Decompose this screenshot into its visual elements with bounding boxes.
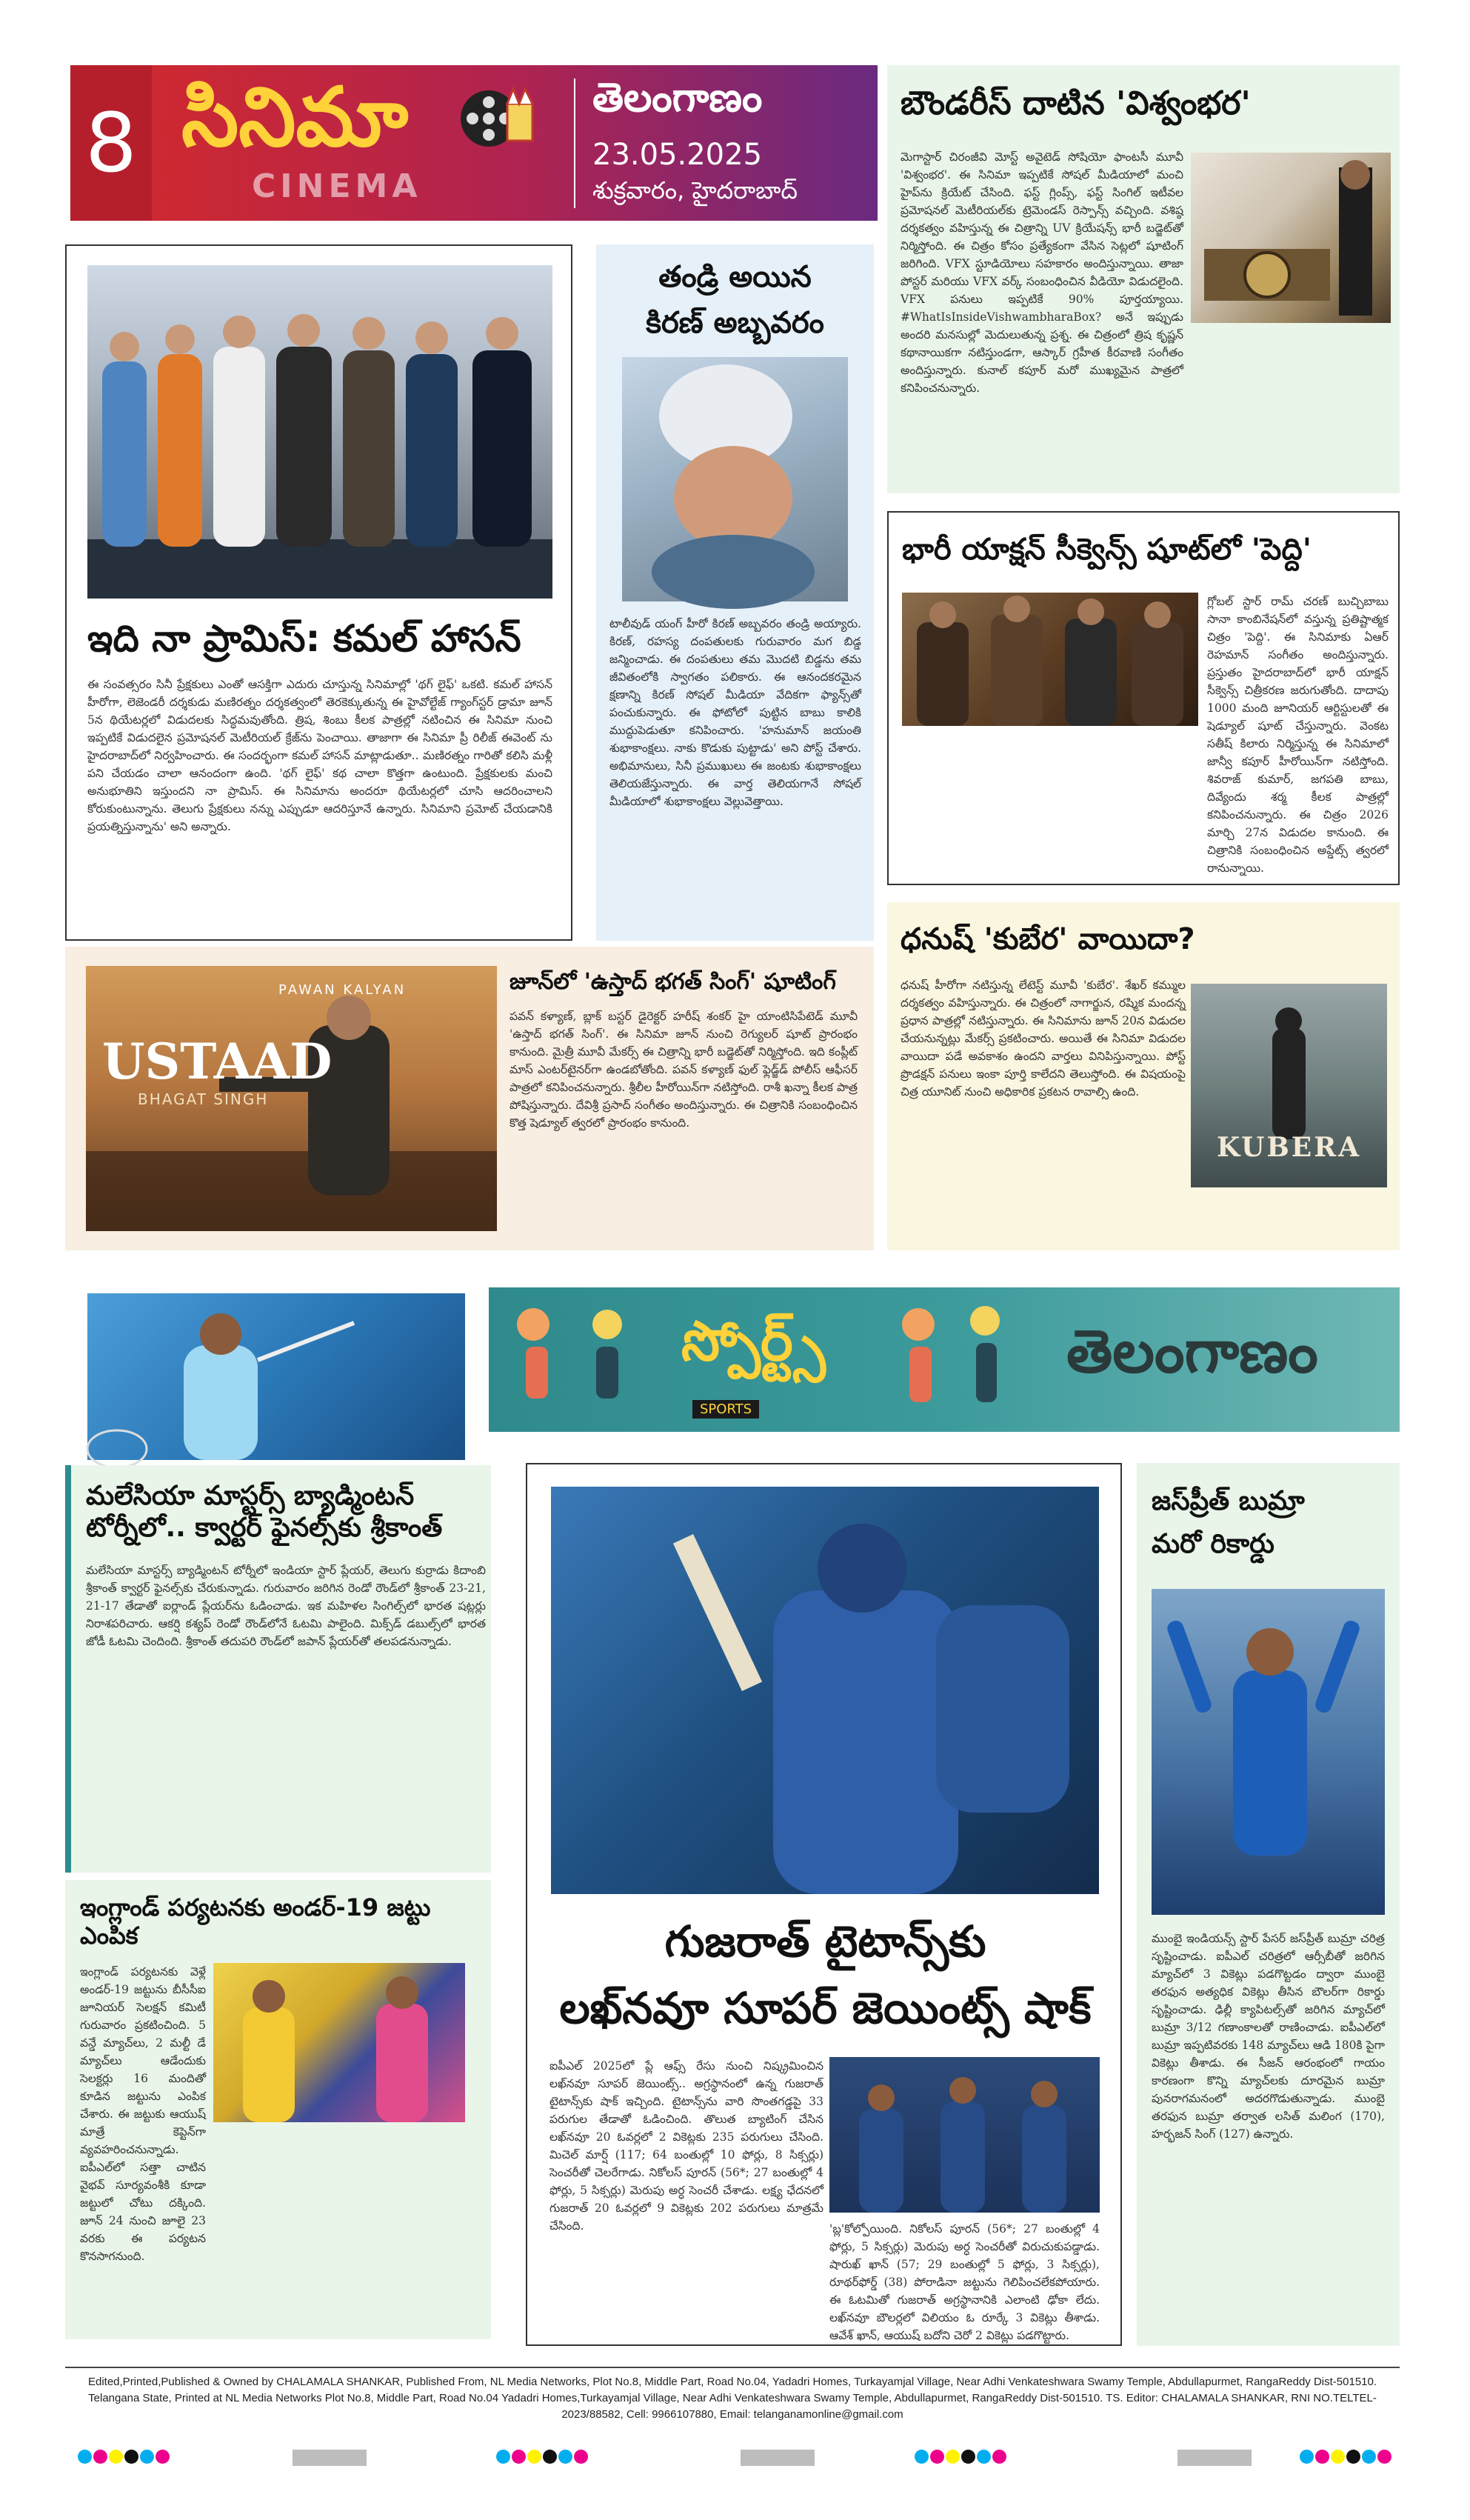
- headline: ఇంగ్లాండ్ పర్యటనకు అండర్-19 జట్టు ఎంపిక: [80, 1893, 431, 1950]
- issue-date: 23.05.2025: [592, 138, 763, 172]
- footer-imprint: Edited,Printed,Published & Owned by CHALAMALA SHANKAR, Published From, NL Media Networks, Plot No.8, Middle Part, Road No.04, Yadadri Homes, Turkayamjal Village, Near Adhi Venkateshwara Swamy Temple, Abdullapurmet, RangaReddy Dist-501510. Telangana State, Printed at NL Media Networks Plot No.8, Middle Part, Road No.04 Yadadri Homes,Turkayamjal Village, Near Adhi Venkateshwara Swamy Temple, Abdullapurmet, RangaReddy Dist-501510. TS. Editor: CHALAMALA SHANKAR, RNI NO.TELTEL-2023/88582, Cell: 9966107880, Email: telanganamonline@gmail.com: [87, 2376, 1377, 2421]
- section-title: సినిమా: [181, 70, 409, 164]
- headline-line1: గుజరాత్ టైటాన్స్‌కు: [664, 1916, 986, 1967]
- article-ustaad: [65, 947, 874, 1250]
- sports-sub: SPORTS: [692, 1400, 759, 1419]
- sports-title: స్పోర్ట్స్: [681, 1310, 826, 1373]
- kubera-poster: [1191, 984, 1387, 1187]
- headline: మలేసియా మాస్టర్స్ బ్యాడ్మింటన్ టోర్నీలో.. క్వార్టర్ ఫైనల్స్‌కు శ్రీకాంత్: [86, 1481, 443, 1544]
- article-kiran: [596, 244, 874, 941]
- section-sub: CINEMA: [252, 167, 422, 205]
- lsg-team-photo: [829, 2057, 1100, 2213]
- page-number: 8: [70, 65, 152, 221]
- ustaad-poster: [86, 966, 497, 1231]
- gray-registration-bar-1: [293, 2450, 367, 2466]
- headline: ధనుష్ 'కుబేర' వాయిదా?: [901, 922, 1195, 956]
- article-body: పవన్ కళ్యాణ్, బ్లాక్ బస్టర్ డైరెక్టర్ హరీష్ శంకర్ హై యాంటిసిపేటెడ్ మూవీ 'ఉస్తాద్ భగత్ సింగ్'. ఈ సినిమా జూన్ నుంచి రెగ్యులర్ షూట్ ప్రారంభం కానుంది. మైత్రీ మూవీ మేకర్స్ ఈ చిత్రాన్ని భారీ బడ్జెట్‌తో నిర్మిస్తోంది. ఇది కంప్లీట్ మాస్ ఎంటర్‌టైనర్‌గా ఉండబోతోంది. పవన్ కళ్యాణ్ ఫుల్ ఫ్లెడ్జ్‌డ్ పోలీస్ ఆఫీసర్ పాత్రలో కనిపించనున్నారు. శ్రీలీల హీరోయిన్‌గా నటిస్తోంది. రాశీ ఖన్నా కీలక పాత్ర పోషిస్తున్నారు. దేవిశ్రీ ప్రసాద్ సంగీతం అందిస్తున్నారు. ఈ చిత్రానికి సంబంధించిన కొత్త షెడ్యూల్ త్వరలో ప్రారంభం కానుంది.: [510, 1010, 858, 1130]
- headline: జూన్‌లో 'ఉస్తాద్ భగత్ సింగ్' షూటింగ్: [510, 969, 836, 995]
- poster-title: KUBERA: [1216, 1132, 1362, 1163]
- article-gt-lsg: [526, 1463, 1122, 2346]
- article-kamal: [65, 244, 572, 941]
- bumrah-photo: [1152, 1589, 1385, 1915]
- color-registration-strip-4: [1300, 2450, 1393, 2466]
- headline-line1: తండ్రి అయిన: [658, 260, 812, 294]
- kamal-event-photo: [87, 265, 552, 599]
- article-kubera: [887, 902, 1400, 1250]
- gray-registration-bar-2: [741, 2450, 815, 2466]
- poster-actor: PAWAN KALYAN: [278, 982, 407, 998]
- poster-subtitle: BHAGAT SINGH: [138, 1090, 269, 1108]
- gray-registration-bar-3: [1177, 2450, 1252, 2466]
- peddi-photo: [902, 593, 1198, 726]
- article-peddi: [887, 511, 1400, 885]
- article-body: ఈ సంవత్సరం సినీ ప్రేక్షకులు ఎంతో ఆసక్తిగా ఎదురు చూస్తున్న సినిమాల్లో 'థగ్ లైఫ్' ఒకటి. కమల్ హాసన్ హీరోగా, లెజెండరీ దర్శకుడు మణిరత్నం దర్శకత్వంలో తెరకెక్కుతున్న ఈ హైవోల్టేజ్ గ్యాంగ్‌స్టర్ డ్రామా జూన్ 5న థియేటర్లలో విడుదలకు సిద్ధమవుతోంది. త్రిష, శింబు కీలక పాత్రల్లో నటించిన ఈ సినిమా నుంచి ఇప్పటికే విడుదలైన ప్రమోషనల్ మెటీరియల్ క్రేజ్‌ను పెంచాయి. తాజాగా ఈ సినిమా ప్రీ రిలీజ్ ఈవెంట్ ను హైదరాబాద్‌లో నిర్వహించారు. ఈ సందర్భంగా కమల్ హాసన్ మాట్లాడుతూ.. మణిరత్నం గారితో కలిసి మళ్లీ పని చేయడం చాలా ఆనందంగా ఉంది. 'థగ్ లైఫ్' కథ చాలా కొత్తగా ఉంటుంది. ప్రేక్షకులకు మంచి అనుభూతిని ఇస్తుందని నా ప్రామిస్. ఈ సినిమాను అందరూ థియేటర్లలో చూసి ఆదరించాలని కోరుకుంటున్నాను. తెలుగు ప్రేక్షకులు నన్ను ఎప్పుడూ ఆదరిస్తూనే ఉన్నారు. సినిమాని ప్రమోట్ చేయడానికి ప్రయత్నిస్తున్నాను' అని అన్నారు.: [87, 678, 552, 834]
- headline-line1: జస్‌ప్రీత్ బుమ్రా: [1152, 1486, 1305, 1516]
- article-body: ధనుష్ హీరోగా నటిస్తున్న లేటెస్ట్ మూవీ 'కుబేర'. శేఖర్ కమ్ముల దర్శకత్వం వహిస్తున్నారు. ఈ చిత్రంలో నాగార్జున, రష్మిక మందన్న ప్రధాన పాత్రల్లో నటిస్తున్నారు. ఈ సినిమాను జూన్ 20న విడుదల చేయనున్నట్లు మేకర్స్ ప్రకటించారు. అయితే ఈ సినిమా విడుదల వాయిదా పడే అవకాశం ఉందని వార్తలు వినిపిస్తున్నాయి. పోస్ట్ ప్రొడక్షన్ పనులు ఇంకా పూర్తి కాలేదని తెలుస్తోంది. ఈ విషయంపై చిత్ర యూనిట్ నుంచి అధికారిక ప్రకటన రావాల్సి ఉంది.: [901, 979, 1186, 1099]
- color-registration-strip-3: [915, 2450, 1008, 2466]
- players-icons: [874, 1295, 1022, 1424]
- kiran-baby-photo: [622, 357, 848, 601]
- paper-name: తెలంగాణం: [1066, 1317, 1318, 1386]
- article-body: ఐపీఎల్ 2025లో ప్లే ఆఫ్స్ రేసు నుంచి నిష్క్రమించిన లఖ్‌నవూ సూపర్ జెయింట్స్.. అగ్రస్థానంలో ఉన్న గుజరాత్ టైటాన్స్‌కు షాక్ ఇచ్చింది. టైటాన్స్‌ను వారి సొంతగడ్డపై 33 పరుగుల తేడాతో ఓడించింది. తొలుత బ్యాటింగ్ చేసిన లఖ్‌నవూ 20 ఓవర్లలో 2 వికెట్లకు 235 పరుగులు చేసింది. మిచెల్ మార్ష్ (117; 64 బంతుల్లో 10 ఫోర్లు, 8 సిక్సర్లు) సెంచరీతో చెలరేగాడు. నికోలస్ పూరన్ (56*; 27 బంతుల్లో 4 ఫోర్లు, 5 సిక్సర్లు) మెరుపు అర్ధ సెంచరీ చేశాడు. లక్ష్య ఛేదనలో గుజరాత్ 20 ఓవర్లలో 9 వికెట్లకు 202 పరుగులు మాత్రమే చేసింది.: [549, 2059, 823, 2233]
- article-body: గ్లోబల్ స్టార్ రామ్ చరణ్ బుచ్చిబాబు సానా కాంబినేషన్‌లో వస్తున్న ప్రతిష్టాత్మక చిత్రం 'పెద్ది'. ఈ సినిమాకు ఏఆర్ రెహమాన్ సంగీతం అందిస్తున్నారు. ప్రస్తుతం హైదరాబాద్‌లో భారీ యాక్షన్ సీక్వెన్స్ చిత్రీకరణ జరుగుతోంది. దాదాపు 1000 మంది జూనియర్ ఆర్టిస్టులతో ఈ షెడ్యూల్ షూట్ చేస్తున్నారు. వెంకట సతీష్ కిలారు నిర్మిస్తున్న ఈ సినిమాలో జాన్వీ కపూర్ హీరోయిన్‌గా నటిస్తోంది. శివరాజ్ కుమార్, జగపతి బాబు, దివ్యేందు శర్మ కీలక పాత్రల్లో కనిపించనున్నారు. ఈ చిత్రం 2026 మార్చి 27న విడుదల కానుంది. ఈ చిత్రానికి సంబంధించిన అప్డేట్స్ త్వరలో రానున్నాయి.: [1207, 595, 1389, 876]
- paper-name: తెలంగాణం: [592, 74, 763, 121]
- srikanth-photo: [87, 1293, 465, 1460]
- headline: బౌండరీస్ దాటిన 'విశ్వంభర': [901, 84, 1251, 122]
- masthead: [70, 65, 878, 221]
- masthead-divider: [574, 79, 575, 208]
- article-body: ఇంగ్లాండ్ పర్యటనకు వెళ్లే అండర్-19 జట్టును బీసీసీఐ జూనియర్ సెలక్షన్ కమిటీ గురువారం ప్రకటించింది. 5 వన్డే మ్యాచ్‌లు, 2 మల్టీ డే మ్యాచ్‌లు ఆడేందుకు సెలక్టర్లు 16 మందితో కూడిన జట్టును ఎంపిక చేశారు. ఈ జట్టుకు ఆయుష్ మాత్రే కెప్టెన్‌గా వ్యవహరించనున్నాడు. ఐపీఎల్‌లో సత్తా చాటిన వైభవ్ సూర్యవంశీకి కూడా జట్టులో చోటు దక్కింది. జూన్ 24 నుంచి జూలై 23 వరకు ఈ పర్యటన కొనసాగనుంది.: [80, 1965, 206, 2264]
- vishwambhara-photo: [1191, 153, 1391, 323]
- article-body-cont: [80, 2176, 480, 2324]
- poster-title: USTAAD: [102, 1033, 333, 1090]
- sports-icons: [504, 1295, 674, 1424]
- article-u19: [65, 1880, 491, 2339]
- article-vishwambhara: [887, 65, 1400, 493]
- color-registration-strip-1: [78, 2450, 171, 2466]
- headline-line2: కిరణ్ అబ్బవరం: [646, 306, 824, 340]
- headline: భారీ యాక్షన్ సీక్వెన్స్ షూట్‌లో 'పెద్ది': [902, 533, 1312, 567]
- article-body-right: 'బ్ల'కోల్పోయింది. నికోలస్ పూరన్ (56*; 27 బంతుల్లో 4 ఫోర్లు, 5 సిక్సర్లు) మెరుపు అర్ధ సెంచరీతో విరుచుకుపడ్డాడు. షారుఖ్ ఖాన్ (57; 29 బంతుల్లో 5 ఫోర్లు, 3 సిక్సర్లు), రూథర్‌ఫోర్డ్ (38) పోరాడినా జట్టును గెలిపించలేకపోయారు. ఈ ఓటమితో గుజరాత్ అగ్రస్థానానికి ఎలాంటి ఢోకా లేదు. లఖ్‌నవూ బౌలర్లలో విలియం ఓ రూర్కే 3 వికెట్లు తీశాడు. ఆవేశ్ ఖాన్, ఆయుష్ బదోని చెరో 2 వికెట్లు పడగొట్టారు.: [829, 2222, 1100, 2343]
- footer-rule: [65, 2367, 1400, 2368]
- sports-banner: [489, 1287, 1400, 1432]
- article-bumrah: [1137, 1463, 1400, 2346]
- article-body: మలేసియా మాస్టర్స్ బ్యాడ్మింటన్ టోర్నీలో ఇండియా స్టార్ ప్లేయర్, తెలుగు కుర్రాడు కిదాంబి శ్రీకాంత్ క్వార్టర్ ఫైనల్స్‌కు చేరుకున్నాడు. గురువారం జరిగిన రెండో రౌండ్‌లో శ్రీకాంత్ 23-21, 21-17 తేడాతో ఐర్లాండ్ ప్లేయర్‌ను ఓడించాడు. ఇక మహిళల సింగిల్స్‌లో భారత షట్లర్లు నిరాశపరిచారు. ఆకర్షి కశ్యప్ రెండో రౌండ్‌లోనే ఓటమి పాలైంది. మిక్స్‌డ్ డబుల్స్‌లో భారత జోడీ ఓటమి చెందింది. శ్రీకాంత్ తదుపరి రౌండ్‌లో జపాన్ ప్లేయర్‌తో తలపడనున్నాడు.: [86, 1564, 486, 1649]
- article-body: ముంబై ఇండియన్స్ స్టార్ పేసర్ జస్‌ప్రీత్ బుమ్రా చరిత్ర సృష్టించాడు. ఐపీఎల్ చరిత్రలో ఆర్సీబీతో జరిగిన మ్యాచ్‌లో 3 వికెట్లు పడగొట్టడం ద్వారా ముంబై తరఫున అత్యధిక వికెట్లు తీసిన బౌలర్‌గా రికార్డు సృష్టించాడు. ఢిల్లీ క్యాపిటల్స్‌తో జరిగిన మ్యాచ్‌లో బుమ్రా 3/12 గణాంకాలతో రాణించాడు. ఐపీఎల్‌లో బుమ్రా ఇప్పటివరకు 148 మ్యాచ్‌లు ఆడి 180కి పైగా వికెట్లు తీశాడు. ఈ సీజన్ ఆరంభంలో గాయం కారణంగా కొన్ని మ్యాచ్‌లకు దూరమైన బుమ్రా పునరాగమనంలో అదరగొడుతున్నాడు. ముంబై తరఫున బుమ్రా తర్వాత లసిత్ మలింగ (170), హర్భజన్ సింగ్ (127) ఉన్నారు.: [1152, 1932, 1385, 2141]
- lsg-hug-photo: [551, 1487, 1099, 1894]
- article-srikanth-text: [65, 1465, 491, 1873]
- article-body: మెగాస్టార్ చిరంజీవి మోస్ట్ అవైటెడ్ సోషియో ఫాంటసీ మూవీ 'విశ్వంభర'. ఈ సినిమా ఇప్పటికే సోషల్ మీడియాలో మంచి హైప్‌ను క్రియేట్ చేసింది. ఫస్ట్ గ్లింప్స్, ఫస్ట్ సింగిల్ ఇటీవల ప్రమోషనల్ మెటీరియల్‌కు ట్రెమెండస్ రెస్పాన్స్ వచ్చింది. వశిష్ఠ దర్శకత్వం వహిస్తున్న ఈ చిత్రాన్ని UV క్రియేషన్స్ భారీ బడ్జెట్‌తో నిర్మిస్తోంది. ఈ చిత్రం కోసం ప్రత్యేకంగా వేసిన సెట్లలో షూటింగ్ జరిగింది. VFX స్టూడియోలు సహకారం అందిస్తున్నాయి. తాజా పోస్టర్ మరియు VFX వర్క్ సంబంధించిన వీడియో విడుదలైంది. VFX పనులు ఇప్పటికే 90% పూర్తయ్యాయి. #WhatIsInsideVishwambharaBox? అనే ఇప్పుడు అందరి మనసుల్లో మెదులుతున్న ప్రశ్న. ఈ చిత్రంలో త్రిష కృష్ణన్ కథానాయికగా నటిస్తుండగా, ఆస్కార్ గ్రహీత కీరవాణి సంగీతం అందిస్తున్నారు. కునాల్ కపూర్ మరో ముఖ్యమైన పాత్రలో కనిపించనున్నారు.: [901, 150, 1183, 396]
- headline: ఇది నా ప్రామిస్: కమల్ హాసన్: [87, 617, 521, 660]
- u19-players-photo: [213, 1963, 465, 2122]
- article-body: టాలీవుడ్ యంగ్ హీరో కిరణ్ అబ్బవరం తండ్రి అయ్యారు. కిరణ్, రహస్య దంపతులకు గురువారం మగ బిడ్డ జన్మించాడు. ఈ దంపతులు తమ మొదటి బిడ్డను తమ జీవితంలోకి స్వాగతం పలికారు. ఈ ఆనందకరమైన క్షణాన్ని కిరణ్ సోషల్ మీడియా వేదికగా ఫ్యాన్స్‌తో పంచుకున్నారు. ఈ ఫోటోలో పుట్టిన బాబు కాలికి ముద్దుపెడుతూ కనిపించారు. 'హనుమాన్ జయంతి శుభాకాంక్షలు. నాకు కొడుకు పుట్టాడు' అని పోస్ట్ చేశారు. అభిమానులు, సినీ ప్రముఖులు ఈ జంటకు శుభాకాంక్షలు తెలియజేస్తున్నారు. ఈ వార్త తెలియగానే సోషల్ మీడియాలో శుభాకాంక్షలు వెల్లువెత్తాయి.: [609, 617, 861, 809]
- headline-line2: మరో రికార్డు: [1152, 1529, 1274, 1559]
- film-reel-icon: [455, 81, 537, 163]
- headline-line2: లఖ్‌నవూ సూపర్ జెయింట్స్ షాక్: [559, 1983, 1092, 2033]
- issue-day-place: శుక్రవారం, హైదరాబాద్: [592, 176, 798, 204]
- color-registration-strip-2: [496, 2450, 589, 2466]
